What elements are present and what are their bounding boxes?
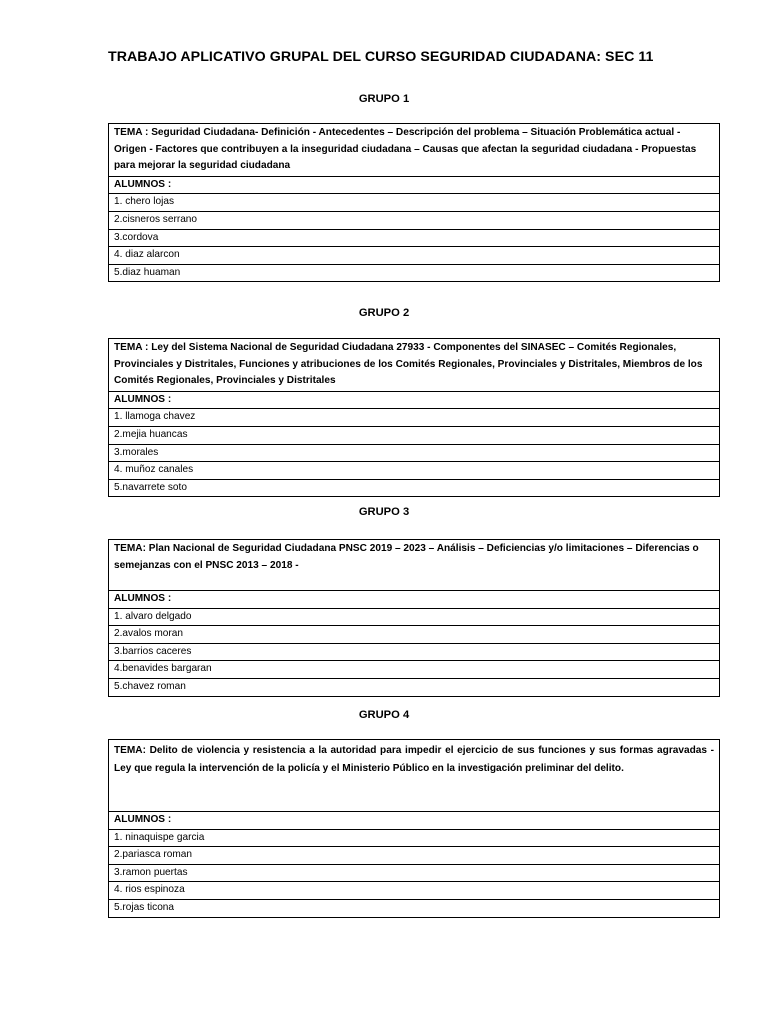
group-4-table (108, 739, 720, 918)
group-2-heading: GRUPO 2 (358, 307, 410, 319)
alumnos-header-row (109, 176, 720, 194)
student-row (109, 829, 720, 847)
student-name: 4.benavides bargaran (109, 661, 720, 679)
alumnos-label: ALUMNOS : (109, 812, 720, 830)
tema-row (109, 339, 720, 392)
student-name: 1. llamoga chavez (109, 409, 720, 427)
tema-row (109, 740, 720, 812)
student-name: 3.cordova (109, 229, 720, 247)
student-name: 3.ramon puertas (109, 864, 720, 882)
group-2-table (108, 338, 720, 497)
alumnos-header-row (109, 591, 720, 609)
student-row (109, 479, 720, 497)
student-row (109, 229, 720, 247)
student-name: 5.rojas ticona (109, 899, 720, 917)
student-name: 5.navarrete soto (109, 479, 720, 497)
tema-cell: TEMA : Seguridad Ciudadana- Definición - Antecedentes – Descripción del problema – Situación Problemática actual - Origen - Factores que contribuyen a la inseguridad ciudadana – Causas que afectan la seguridad ciudadana - Propuestas para mejorar la seguridad ciudadana (109, 124, 720, 177)
student-row (109, 643, 720, 661)
student-row (109, 264, 720, 282)
student-row (109, 899, 720, 917)
tema-row (109, 124, 720, 177)
student-row (109, 882, 720, 900)
student-name: 2.avalos moran (109, 626, 720, 644)
student-name: 4. rios espinoza (109, 882, 720, 900)
alumnos-header-row (109, 391, 720, 409)
alumnos-label: ALUMNOS : (109, 591, 720, 609)
student-row (109, 661, 720, 679)
student-row (109, 247, 720, 265)
student-row (109, 462, 720, 480)
student-name: 3.barrios caceres (109, 643, 720, 661)
student-row (109, 211, 720, 229)
alumnos-label: ALUMNOS : (109, 391, 720, 409)
tema-cell: TEMA: Delito de violencia y resistencia a la autoridad para impedir el ejercicio de sus funciones y sus formas agravadas - Ley que regula la intervención de la policía y el Ministerio Público en la investigación preliminar del delito. (109, 740, 720, 812)
student-row (109, 847, 720, 865)
student-row (109, 444, 720, 462)
student-row (109, 864, 720, 882)
student-name: 2.mejia huancas (109, 426, 720, 444)
student-row (109, 409, 720, 427)
alumnos-label: ALUMNOS : (109, 176, 720, 194)
group-4-heading: GRUPO 4 (358, 709, 410, 721)
alumnos-header-row (109, 812, 720, 830)
student-name: 4. muñoz canales (109, 462, 720, 480)
student-row (109, 626, 720, 644)
student-name: 2.cisneros serrano (109, 211, 720, 229)
student-name: 3.morales (109, 444, 720, 462)
student-name: 4. diaz alarcon (109, 247, 720, 265)
tema-cell: TEMA: Plan Nacional de Seguridad Ciudadana PNSC 2019 – 2023 – Análisis – Deficiencias y/o limitaciones – Diferencias o semejanzas con el PNSC 2013 – 2018 - (109, 540, 720, 591)
tema-cell: TEMA : Ley del Sistema Nacional de Seguridad Ciudadana 27933 - Componentes del SINASEC – Comités Regionales, Provinciales y Distritales, Funciones y atribuciones de los Comités Regionales, Provinciales y Distritales, Miembros de los Comités Regionales, Provinciales y Distritales (109, 339, 720, 392)
student-row (109, 194, 720, 212)
student-name: 1. chero lojas (109, 194, 720, 212)
group-1-table (108, 123, 720, 282)
tema-row (109, 540, 720, 591)
document-title: TRABAJO APLICATIVO GRUPAL DEL CURSO SEGURIDAD CIUDADANA: SEC 11 (108, 49, 654, 65)
student-row (109, 678, 720, 696)
student-name: 5.chavez roman (109, 678, 720, 696)
group-3-table (108, 539, 720, 697)
student-row (109, 608, 720, 626)
group-1-heading: GRUPO 1 (358, 93, 410, 105)
student-name: 5.diaz huaman (109, 264, 720, 282)
group-3-heading: GRUPO 3 (358, 506, 410, 518)
student-name: 1. ninaquispe garcia (109, 829, 720, 847)
student-name: 2.pariasca roman (109, 847, 720, 865)
student-name: 1. alvaro delgado (109, 608, 720, 626)
student-row (109, 426, 720, 444)
